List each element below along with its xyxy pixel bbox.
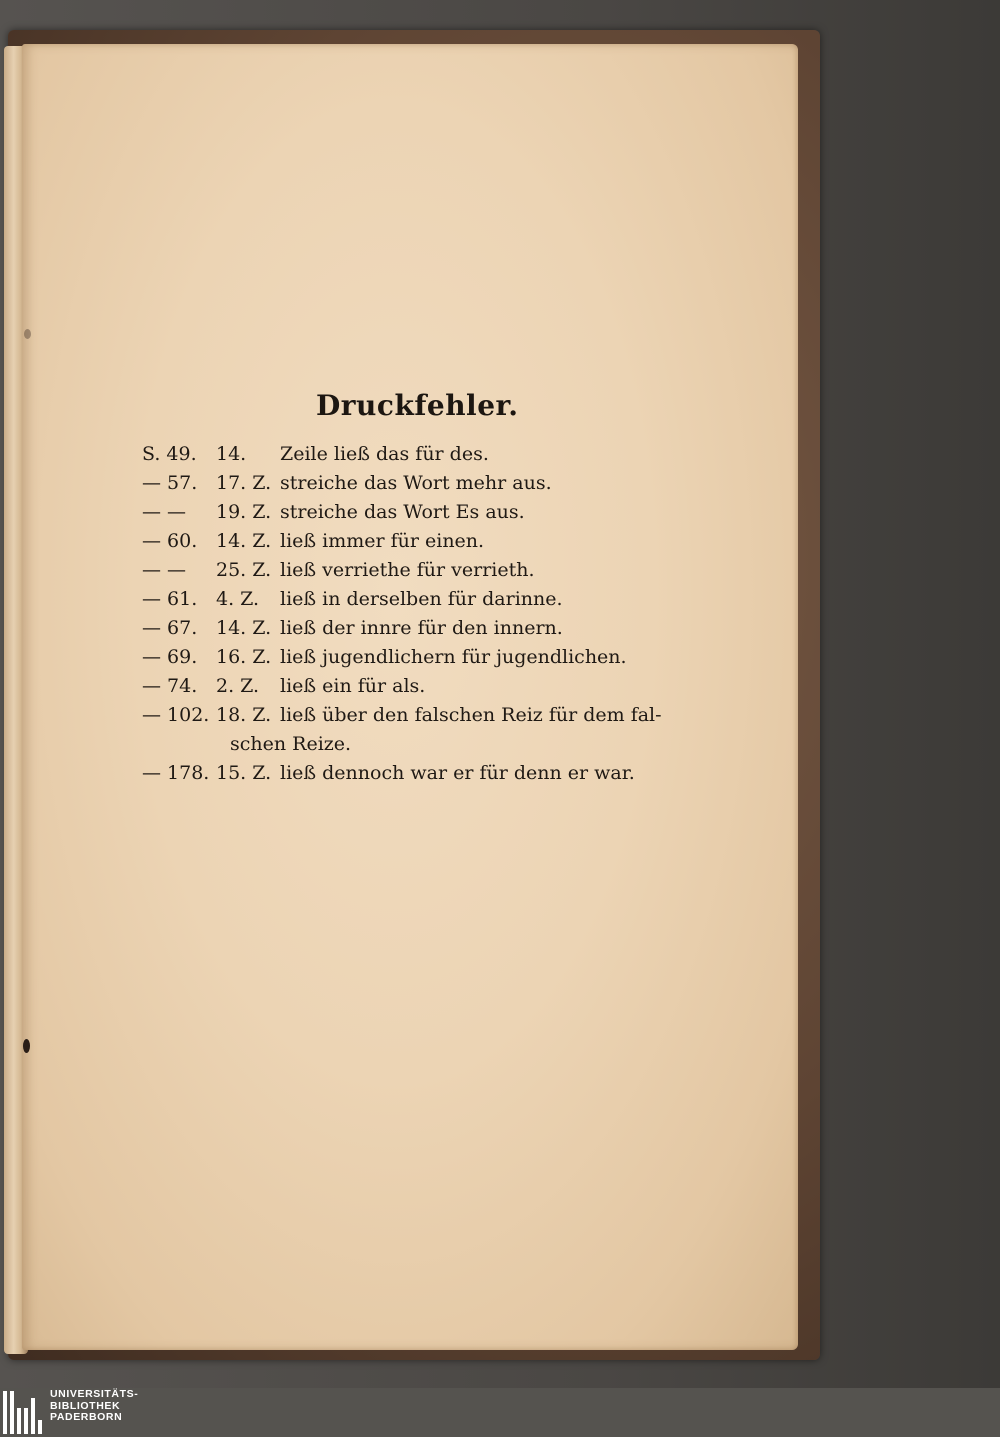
errata-entry — [142, 701, 762, 730]
errata-continuation — [142, 730, 762, 759]
errata-page-ref: — — — [142, 559, 187, 581]
errata-list — [142, 440, 762, 788]
errata-entry — [142, 585, 762, 614]
errata-line-ref: 2. Z. — [216, 675, 260, 697]
binding-hole — [24, 329, 31, 339]
errata-page-ref: — 61. — [142, 588, 198, 610]
logo-line: BIBLIOTHEK — [50, 1399, 121, 1412]
page-heading: Druckfehler. — [316, 389, 519, 422]
errata-correction: streiche das Wort Es aus. — [280, 501, 525, 523]
errata-line-ref: 16. Z. — [216, 646, 272, 668]
errata-correction: ließ in derselben für darinne. — [280, 588, 563, 610]
errata-entry — [142, 556, 762, 585]
errata-correction: ließ immer für einen. — [280, 530, 485, 552]
errata-correction: ließ verriethe für verrieth. — [280, 559, 535, 581]
errata-line-ref: 4. Z. — [216, 588, 260, 610]
errata-line-ref: 14. Z. — [216, 530, 272, 552]
library-logo-icon — [3, 1391, 43, 1434]
errata-page-ref: — 74. — [142, 675, 198, 697]
errata-entry — [142, 614, 762, 643]
errata-correction: ließ ein für als. — [280, 675, 426, 697]
errata-page-ref: — 57. — [142, 472, 198, 494]
binding-hole — [23, 1039, 30, 1053]
errata-line-ref: 15. Z. — [216, 762, 272, 784]
errata-page-ref: — 102. — [142, 704, 210, 726]
errata-section — [142, 389, 762, 788]
errata-line-ref: 25. Z. — [216, 559, 272, 581]
errata-line-ref: 14. — [216, 443, 247, 465]
errata-page-ref: — 67. — [142, 617, 198, 639]
errata-entry — [142, 498, 762, 527]
errata-page-ref: — — — [142, 501, 187, 523]
errata-correction: ließ über den falschen Reiz für dem fal- — [280, 704, 662, 726]
errata-entry — [142, 527, 762, 556]
errata-line-ref: 18. Z. — [216, 704, 272, 726]
errata-correction: ließ dennoch war er für denn er war. — [280, 762, 635, 784]
book-page — [22, 44, 798, 1350]
errata-line-ref: 14. Z. — [216, 617, 272, 639]
logo-line: PADERBORN — [50, 1411, 123, 1423]
errata-line-ref: 19. Z. — [216, 501, 272, 523]
errata-page-ref: — 69. — [142, 646, 198, 668]
errata-page-ref: S. 49. — [142, 443, 197, 465]
errata-page-ref: — 178. — [142, 762, 210, 784]
logo-line: UNIVERSITÄTS- — [50, 1388, 139, 1400]
errata-correction: Zeile ließ das für des. — [280, 443, 489, 465]
errata-line-ref: 17. Z. — [216, 472, 272, 494]
errata-correction: schen Reize. — [230, 733, 352, 755]
footer-bar — [0, 1388, 1000, 1437]
errata-correction: ließ der innre für den innern. — [280, 617, 563, 639]
errata-entry — [142, 440, 762, 469]
library-logo-text — [50, 1389, 138, 1424]
errata-correction: ließ jugendlichern für jugendlichen. — [280, 646, 627, 668]
errata-entry — [142, 469, 762, 498]
errata-entry — [142, 759, 762, 788]
errata-entry — [142, 672, 762, 701]
errata-page-ref: — 60. — [142, 530, 198, 552]
errata-correction: streiche das Wort mehr aus. — [280, 472, 552, 494]
errata-entry — [142, 643, 762, 672]
